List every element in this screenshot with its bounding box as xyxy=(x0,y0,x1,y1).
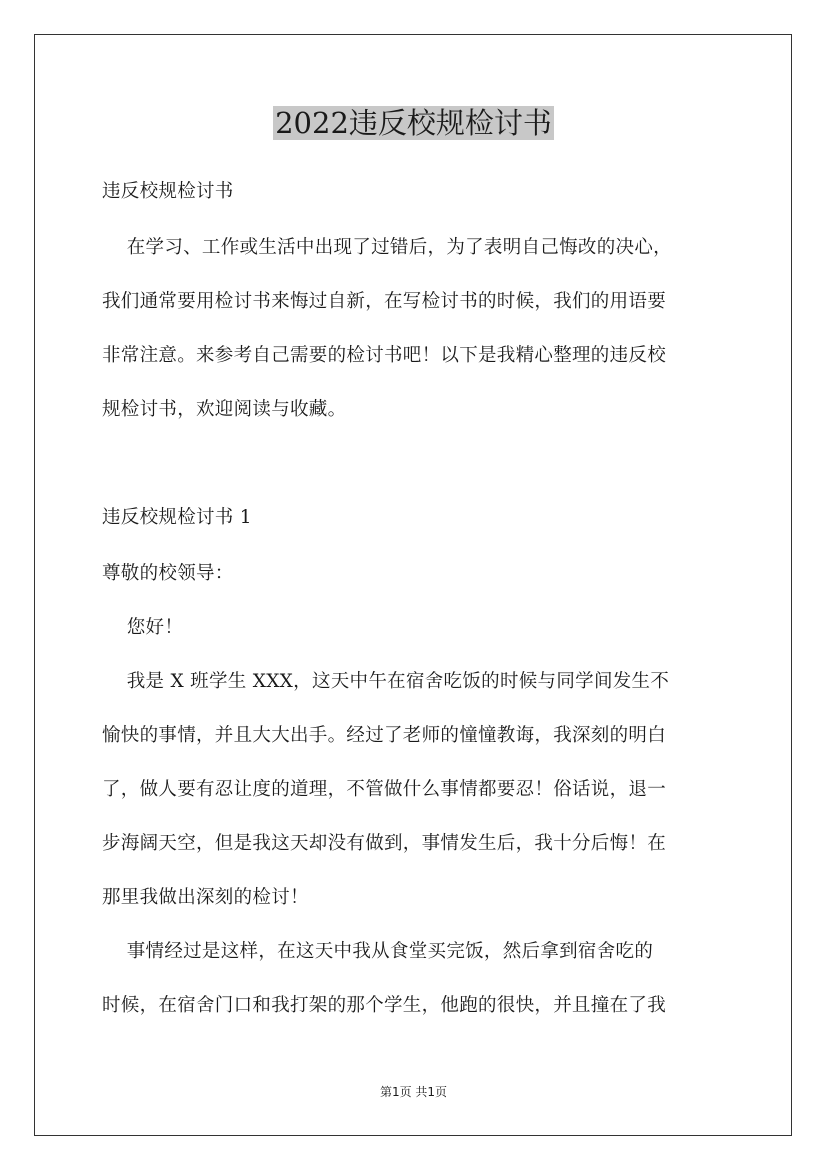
paragraph-line: 时候，在宿舍门口和我打架的那个学生，他跑的很快，并且撞在了我 xyxy=(102,995,667,1016)
paragraph-line: 那里我做出深刻的检讨！ xyxy=(102,887,309,908)
paragraph-line: 愉快的事情，并且大大出手。经过了老师的憧憧教诲，我深刻的明白 xyxy=(102,725,667,746)
page-footer: 第1页 共1页 xyxy=(379,1085,448,1099)
paragraph-line: 步海阔天空，但是我这天却没有做到，事情发生后，我十分后悔！在 xyxy=(102,833,667,854)
paragraph-line: 非常注意。来参考自己需要的检讨书吧！以下是我精心整理的违反校 xyxy=(102,345,667,366)
section-heading: 违反校规检讨书 xyxy=(102,181,234,202)
paragraph-line: 规检讨书，欢迎阅读与收藏。 xyxy=(102,399,347,420)
document-title-text: 2022违反校规检讨书 xyxy=(275,106,552,140)
letter-heading: 违反校规检讨书 1 xyxy=(102,507,252,528)
paragraph-line: 了，做人要有忍让度的道理，不管做什么事情都要忍！俗话说，退一 xyxy=(102,779,667,800)
greeting: 您好！ xyxy=(102,617,184,638)
paragraph-line: 我是 X 班学生 XXX，这天中午在宿舍吃饭的时候与同学间发生不 xyxy=(102,671,670,692)
document-title xyxy=(0,102,827,144)
paragraph-line: 事情经过是这样，在这天中我从食堂买完饭，然后拿到宿舍吃的 xyxy=(102,941,654,962)
paragraph-line: 我们通常要用检讨书来悔过自新，在写检讨书的时候，我们的用语要 xyxy=(102,291,667,312)
paragraph-line: 在学习、工作或生活中出现了过错后，为了表明自己悔改的决心， xyxy=(102,237,672,258)
salutation: 尊敬的校领导： xyxy=(102,563,234,584)
